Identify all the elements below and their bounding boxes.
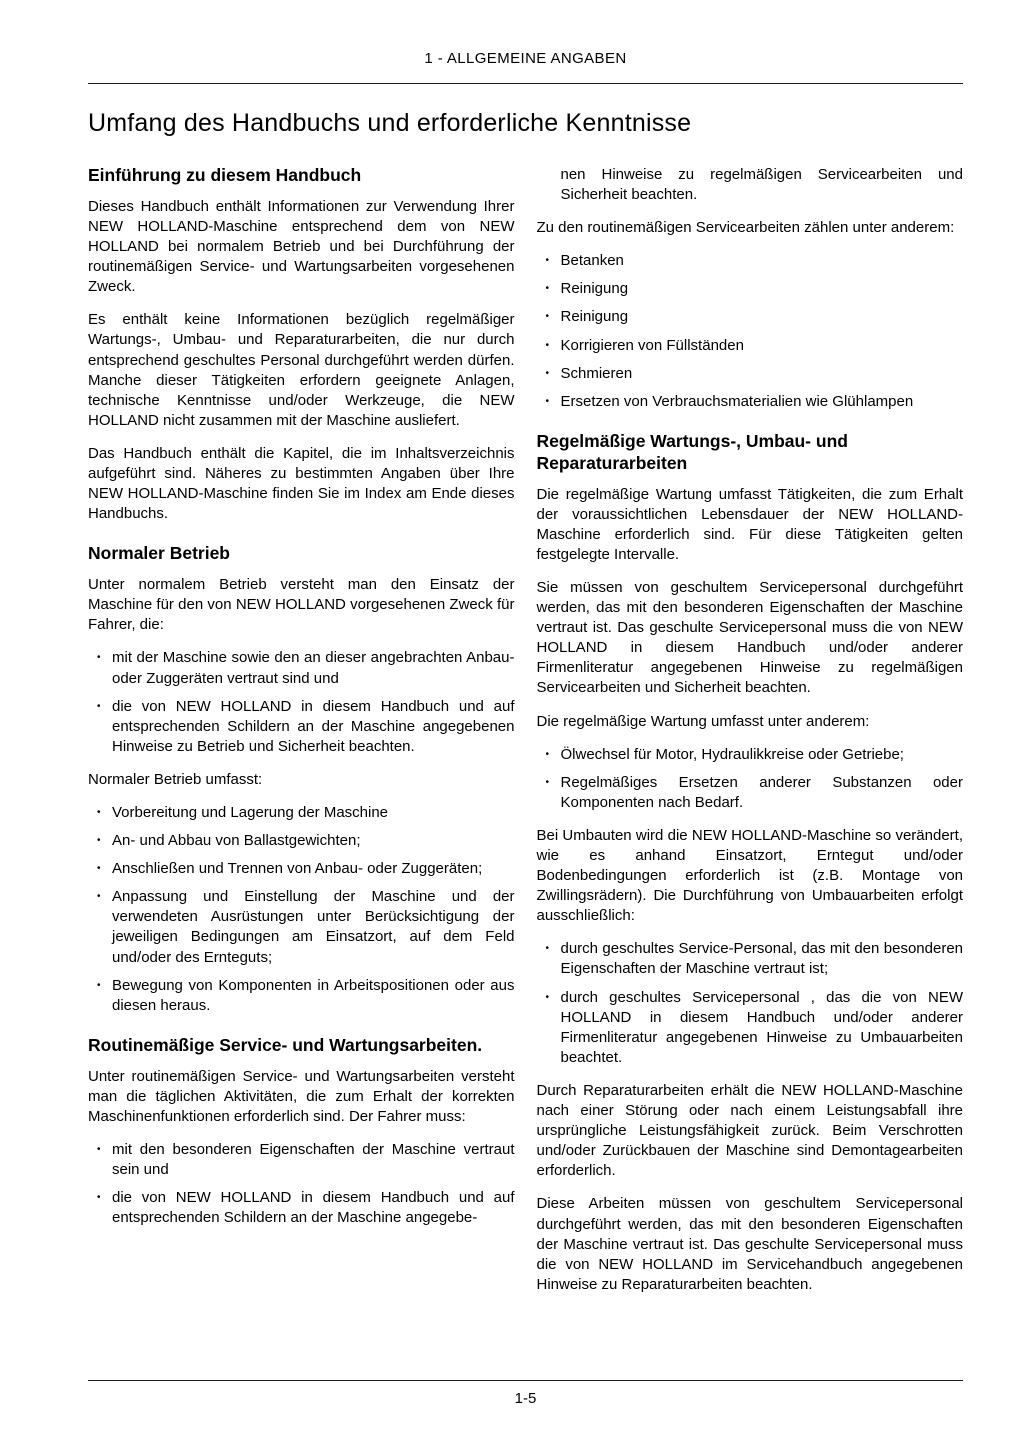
list-item-text: Anpassung und Einstellung der Maschine und der verwendeten Ausrüstungen unter Berücksichtigung der jeweiligen Bedingungen am Einsatzort, auf dem Feld und/oder des Ernteguts; [112,888,515,966]
section-heading-regelmaessige: Regelmäßige Wartungs-, Umbau- und Reparaturarbeiten [536,430,848,473]
bullet-icon: • [97,979,101,991]
paragraph: Diese Arbeiten müssen von geschultem Servicepersonal durchgeführt werden, das mit den besonderen Eigenschaften der Maschine vertraut ist. Das geschulte Servicepersonal muss die von NEW HOLLAND im Servicehandbuch angegebenen Hinweise zu Reparaturarbeiten beachten. [536,1195,963,1293]
bullet-list [88,1140,515,1228]
paragraph: Bei Umbauten wird die NEW HOLLAND-Maschine so verändert, wie es anhand Einsatzort, Erntegut und/oder Bodenbedingungen erforderlich ist (z.B. Montage von Zwillingsrädern). Die Durchführung von Umbauarbeiten erfolgt ausschließlich: [536,826,963,925]
list-item [88,648,515,688]
list-item [88,697,515,757]
header-rule [88,83,963,84]
list-item [88,859,515,879]
list-item [537,392,964,412]
page-number: 1-5 [514,1390,537,1407]
list-item-text: Ölwechsel für Motor, Hydraulikkreise oder Getriebe; [560,745,904,763]
list-item-text: Reinigung [560,308,629,326]
list-item-text: Korrigieren von Füllständen [560,336,744,354]
bullet-list [88,648,515,756]
list-item [88,803,515,823]
bullet-list [537,745,964,813]
bullet-icon: • [545,311,550,323]
list-item-text: die von NEW HOLLAND in diesem Handbuch und auf entsprechenden Schildern an der Maschine angegebe- [112,1189,515,1227]
chapter-header: 1 - ALLGEMEINE ANGABEN [424,50,627,67]
paragraph: Dieses Handbuch enthält Informationen zur Verwendung Ihrer NEW HOLLAND-Maschine entsprechend dem von NEW HOLLAND bei normalem Betrieb und bei Durchführung der routinemäßigen Service- und Wartungsarbeiten vorgesehenen Zweck. [88,197,515,296]
list-item-text: die von NEW HOLLAND in diesem Handbuch und auf entsprechenden Schildern an der Maschine angegebenen Hinweise zu Betrieb und Sicherheit beachten. [112,697,515,755]
list-item-text: Vorbereitung und Lagerung der Maschine [112,804,389,821]
bullet-list [88,803,515,1016]
list-item [537,745,964,765]
list-item [537,251,964,271]
bullet-icon: • [545,943,550,955]
page-title: Umfang des Handbuchs und erforderliche Kenntnisse [88,109,692,137]
bullet-icon: • [97,700,101,712]
bullet-icon: • [97,863,101,875]
footer-rule [88,1380,963,1381]
section-heading-routine: Routinemäßige Service- und Wartungsarbeiten. [88,1034,483,1055]
list-item [88,976,515,1016]
bullet-icon: • [545,776,550,788]
list-item-text: Bewegung von Komponenten in Arbeitspositionen oder aus diesen heraus. [112,976,515,1014]
paragraph: Normaler Betrieb umfasst: [88,770,263,788]
bullet-icon: • [545,255,550,267]
list-item-text: mit der Maschine sowie den an dieser angebrachten Anbau- oder Zuggeräten vertraut sind und [112,649,515,687]
bullet-icon: • [545,991,550,1003]
bullet-icon: • [97,807,101,818]
bullet-icon: • [545,283,550,295]
paragraph: Unter routinemäßigen Service- und Wartungsarbeiten versteht man die täglichen Aktivitäten, die zum Erhalt der korrekten Maschinenfunktionen erforderlich sind. Der Fahrer muss: [88,1067,515,1125]
paragraph: Sie müssen von geschultem Servicepersonal durchgeführt werden, das mit den besonderen Eigenschaften der Maschine vertraut ist. Das geschulte Servicepersonal muss die von NEW HOLLAND in diesem Handbuch und/oder anderer Firmenliteratur angegebenen Hinweise zu regelmäßigen Servicearbeiten und Sicherheit beachten. [536,578,963,697]
list-item [537,307,964,327]
paragraph-continuation: nen Hinweise zu regelmäßigen Servicearbeiten und Sicherheit beachten. [560,166,963,204]
list-item [537,336,964,356]
paragraph: Zu den routinemäßigen Servicearbeiten zählen unter anderem: [536,219,955,237]
bullet-icon: • [545,339,550,351]
list-item-text: Ersetzen von Verbrauchsmaterialien wie Glühlampen [560,392,914,410]
right-column [537,165,964,1308]
bullet-icon: • [545,367,550,379]
list-item-text: mit den besonderen Eigenschaften der Maschine vertraut sein und [112,1141,515,1179]
paragraph: Das Handbuch enthält die Kapitel, die im Inhaltsverzeichnis aufgeführt sind. Näheres zu bestimmten Angaben über Ihre NEW HOLLAND-Maschine finden Sie im Index am Ende dieses Handbuchs. [88,444,515,523]
bullet-list [537,251,964,412]
list-item [88,831,515,851]
bullet-icon: • [545,748,550,760]
list-item-text: Anschließen und Trennen von Anbau- oder Zuggeräten; [112,860,483,878]
paragraph: Es enthält keine Informationen bezüglich regelmäßiger Wartungs-, Umbau- und Reparaturarbeiten, die nur durch entsprechend geschultes Personal durchgeführt werden dürfen. Manche dieser Tätigkeiten erfordern geeignete Anlagen, technische Kenntnisse und/oder Werkzeuge, die NEW HOLLAND nicht zusammen mit der Maschine ausliefert. [88,311,515,429]
list-item-text: durch geschultes Servicepersonal , das die von NEW HOLLAND in diesem Handbuch und/oder anderer Firmenliteratur angegebenen Hinweise zu Umbauarbeiten beachtet. [560,988,963,1066]
bullet-icon: • [97,835,101,847]
bullet-icon: • [545,395,550,407]
page-footer [88,1380,963,1407]
paragraph: Durch Reparaturarbeiten erhält die NEW HOLLAND-Maschine nach einer Störung oder nach einem Leistungsabfall ihre ursprüngliche Leistungsfähigkeit zurück. Beim Verschrotten und/oder Zurückbauen der Maschine sind Demontagearbeiten erforderlich. [536,1081,963,1180]
list-item-text: Betanken [560,252,624,270]
list-item [537,279,964,299]
list-item [88,1188,515,1228]
list-item [537,988,964,1068]
list-item-text: Reinigung [560,280,629,298]
list-item-text: An- und Abbau von Ballastgewichten; [112,832,361,850]
list-item [537,364,964,384]
bullet-icon: • [97,1192,101,1204]
section-heading-einfuehrung: Einführung zu diesem Handbuch [88,165,362,185]
paragraph: Unter normalem Betrieb versteht man den Einsatz der Maschine für den von NEW HOLLAND vorgesehenen Zweck für Fahrer, die: [88,576,515,634]
left-column [88,165,515,1308]
bullet-list [537,939,964,1068]
list-item-text: Regelmäßiges Ersetzen anderer Substanzen oder Komponenten nach Bedarf. [560,773,963,811]
bullet-icon: • [97,891,101,903]
two-column-layout [88,165,963,1308]
list-item [537,939,964,979]
list-item-text: durch geschultes Service-Personal, das mit den besonderen Eigenschaften der Maschine vertraut ist; [560,940,963,978]
bullet-icon: • [97,652,101,664]
page-header [88,50,963,84]
bullet-icon: • [97,1144,101,1155]
list-item [537,773,964,813]
list-item-text: Schmieren [560,364,633,382]
list-item [88,887,515,967]
paragraph: Die regelmäßige Wartung umfasst unter anderem: [536,712,870,730]
list-item [88,1140,515,1180]
section-heading-normaler-betrieb: Normaler Betrieb [88,543,230,564]
paragraph: Die regelmäßige Wartung umfasst Tätigkeiten, die zum Erhalt der voraussichtlichen Lebensdauer der NEW HOLLAND-Maschine erforderlich sind. Für diese Tätigkeiten gelten festgelegte Intervalle. [536,485,963,563]
